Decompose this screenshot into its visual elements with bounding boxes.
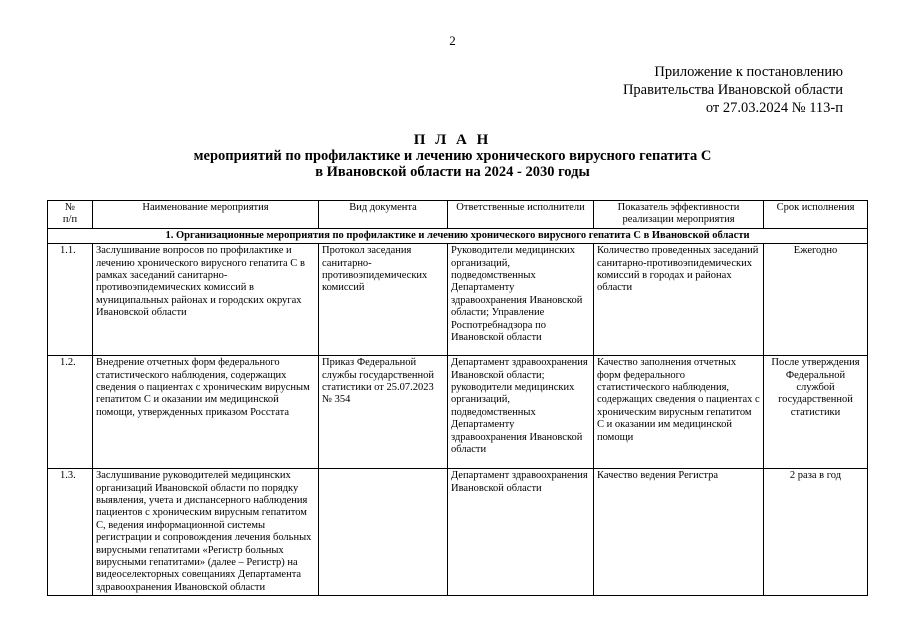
table-header-row <box>48 201 868 229</box>
plan-table <box>47 200 868 596</box>
header-indicator: Показатель эффективности реализации мероприятия <box>594 201 764 229</box>
row-num: 1.1. <box>48 244 93 356</box>
appendix-note <box>623 63 843 117</box>
row-exec: Департамент здравоохранения Ивановской области <box>448 469 594 596</box>
title-plan: П Л А Н <box>413 132 492 148</box>
appendix-line-2: Правительства Ивановской области <box>622 82 843 98</box>
row-term: 2 раза в год <box>764 469 868 596</box>
table-row <box>48 244 868 356</box>
section-row <box>48 228 868 243</box>
row-indicator: Качество ведения Регистра <box>594 469 764 596</box>
header-exec: Ответственные исполнители <box>448 201 594 229</box>
row-indicator: Количество проведенных заседаний санитарно-противоэпидемических комиссий в городах и районах области <box>594 244 764 356</box>
row-term: После утверждения Федеральной службой государственной статистики <box>764 356 868 469</box>
row-indicator: Качество заполнения отчетных форм федерального статистического наблюдения, содержащих сведения о пациентах с хроническим вирусным гепатитом С и оказании им медицинской помощи <box>594 356 764 469</box>
row-doc: Приказ Федеральной службы государственной статистики от 25.07.2023 № 354 <box>319 356 448 469</box>
title-line-2: мероприятий по профилактике и лечению хронического вирусного гепатита С <box>193 148 712 164</box>
title-line-3: в Ивановской области на 2024 - 2030 годы <box>315 164 590 180</box>
table-row <box>48 356 868 469</box>
row-exec: Руководители медицинских организаций, подведомственных Департаменту здравоохранения Ивановской области; Управление Роспотребнадзора по Ивановской области <box>448 244 594 356</box>
appendix-line-1: Приложение к постановлению <box>654 64 843 80</box>
row-name: Заслушивание вопросов по профилактике и лечению хронического вирусного гепатита С в рамках заседаний санитарно-противоэпидемических комиссий в муниципальных районах и городских округах Ивановской области <box>93 244 319 356</box>
table-row <box>48 469 868 596</box>
section-title: 1. Организационные мероприятия по профилактике и лечению хронического вирусного гепатита С в Ивановской области <box>48 228 868 243</box>
header-doc: Вид документа <box>319 201 448 229</box>
row-term: Ежегодно <box>764 244 868 356</box>
row-name: Заслушивание руководителей медицинских организаций Ивановской области по порядку выявления, учета и диспансерного наблюдения пациентов с хроническим вирусным гепатитом С, ведения информационной системы регистрации и сопровождения лечения больных вирусными гепатитами «Регистр больных вирусными гепатитами» (далее – Регистр) на видеоселекторных совещаниях Департамента здравоохранения Ивановской области <box>93 469 319 596</box>
header-num-line-2: п/п <box>62 214 78 226</box>
page-number: 2 <box>449 33 456 48</box>
row-doc: Протокол заседания санитарно-противоэпидемических комиссий <box>319 244 448 356</box>
header-num-line-1: № <box>64 202 76 213</box>
header-name: Наименование мероприятия <box>93 201 319 229</box>
document-title <box>0 132 905 180</box>
row-doc <box>319 469 448 596</box>
header-num <box>48 201 93 229</box>
appendix-line-3: от 27.03.2024 № 113-п <box>705 100 843 116</box>
row-num: 1.2. <box>48 356 93 469</box>
header-term: Срок исполнения <box>764 201 868 229</box>
row-num: 1.3. <box>48 469 93 596</box>
row-exec: Департамент здравоохранения Ивановской области; руководители медицинских организаций, подведомственных Департаменту здравоохранения Ивановской области <box>448 356 594 469</box>
row-name: Внедрение отчетных форм федерального статистического наблюдения, содержащих сведения о пациентах с хроническим вирусным гепатитом С и оказании им медицинской помощи, утвержденных приказом Росстата <box>93 356 319 469</box>
